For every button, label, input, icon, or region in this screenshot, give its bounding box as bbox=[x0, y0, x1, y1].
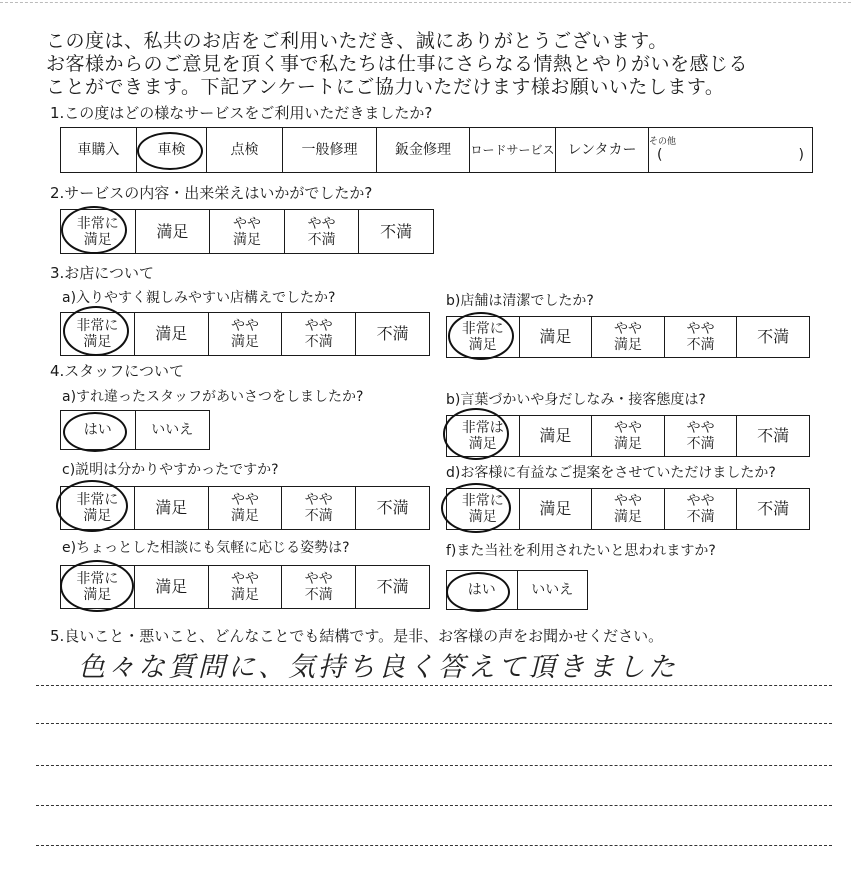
yaya-label: やや bbox=[230, 571, 259, 587]
satisfied-label: 満足 bbox=[83, 334, 112, 350]
q1-option-other[interactable] bbox=[649, 128, 813, 173]
very-label: 非常に bbox=[76, 571, 119, 587]
satisfied-label: 満足 bbox=[83, 231, 112, 248]
answer-line-3 bbox=[36, 765, 832, 766]
very-label: 非常に bbox=[76, 492, 119, 508]
satisfied-label: 満足 bbox=[468, 509, 497, 525]
q4c-scale-table bbox=[60, 486, 430, 530]
satisfied-label: 満足 bbox=[232, 231, 261, 248]
q4e-option-dissatisfied[interactable]: 不満 bbox=[356, 566, 430, 609]
answer-line-1 bbox=[36, 685, 832, 686]
very-label: 非常は bbox=[461, 420, 504, 436]
intro-text bbox=[46, 30, 836, 99]
yaya-label: やや bbox=[230, 318, 259, 334]
q1-option-general-repair[interactable]: 一般修理 bbox=[283, 128, 377, 173]
q1-options-table bbox=[60, 127, 813, 173]
q3b-option-satisfied[interactable]: 満足 bbox=[519, 317, 592, 358]
q4e-option-somewhat-satisfied[interactable] bbox=[208, 566, 282, 609]
q3a-option-somewhat-dissatisfied[interactable] bbox=[282, 313, 356, 356]
yaya-label: やや bbox=[307, 215, 336, 232]
q1-option-road-service[interactable]: ロードサービス bbox=[470, 128, 556, 173]
q4d-option-satisfied[interactable]: 満足 bbox=[519, 489, 592, 530]
very-label: 非常に bbox=[461, 493, 504, 509]
q1-option-sheet-metal[interactable]: 鈑金修理 bbox=[377, 128, 470, 173]
q4d-text: d)お客様に有益なご提案をさせていただけましたか? bbox=[446, 465, 776, 481]
q3b-option-very-satisfied[interactable] bbox=[447, 317, 520, 358]
q4b-scale-table bbox=[446, 415, 810, 457]
q1-option-car-purchase[interactable]: 車購入 bbox=[61, 128, 137, 173]
q3a-scale-table bbox=[60, 312, 430, 356]
q1-option-rental-car[interactable]: レンタカー bbox=[556, 128, 649, 173]
q4f-option-yes[interactable]: はい bbox=[447, 571, 518, 610]
q3-title: 3.お店について bbox=[50, 264, 155, 282]
satisfied-label: 満足 bbox=[468, 337, 497, 353]
intro-line-3: ことができます。下記アンケートにご協力いただけます様お願いいたします。 bbox=[46, 76, 725, 98]
yaya-label: やや bbox=[304, 492, 333, 508]
q1-other-label: その他 bbox=[649, 137, 677, 147]
q4e-option-satisfied[interactable]: 満足 bbox=[134, 566, 208, 609]
q4f-yesno-table bbox=[446, 570, 588, 610]
q4f-text: f)また当社を利用されたいと思われますか? bbox=[446, 543, 716, 559]
yaya-label: やや bbox=[304, 318, 333, 334]
q2-option-satisfied[interactable]: 満足 bbox=[135, 210, 210, 254]
q4b-option-somewhat-satisfied[interactable] bbox=[592, 416, 665, 457]
yaya-label: やや bbox=[304, 571, 333, 587]
q2-title: 2.サービスの内容・出来栄えはいかがでしたか? bbox=[50, 184, 373, 202]
yaya-label: やや bbox=[613, 321, 642, 337]
answer-line-2 bbox=[36, 723, 832, 724]
q1-other-field[interactable] bbox=[649, 147, 812, 163]
fuman-label: 不満 bbox=[304, 587, 333, 603]
yaya-label: やや bbox=[686, 321, 715, 337]
q4c-option-dissatisfied[interactable]: 不満 bbox=[356, 487, 430, 530]
fuman-label: 不満 bbox=[686, 509, 715, 525]
q5-handwritten-answer: 色々な質問に、気持ち良く答えて頂きました bbox=[78, 652, 678, 683]
yaya-label: やや bbox=[613, 493, 642, 509]
q4c-option-somewhat-dissatisfied[interactable] bbox=[282, 487, 356, 530]
q4b-option-very-satisfied[interactable] bbox=[447, 416, 520, 457]
q3b-text: b)店舗は清潔でしたか? bbox=[446, 293, 594, 309]
q4b-text: b)言葉づかいや身だしなみ・接客態度は? bbox=[446, 392, 706, 408]
intro-line-2: お客様からのご意見を頂く事で私たちは仕事にさらなる情熱とやりがいを感じる bbox=[46, 53, 749, 75]
q4e-option-somewhat-dissatisfied[interactable] bbox=[282, 566, 356, 609]
q4d-option-somewhat-satisfied[interactable] bbox=[592, 489, 665, 530]
q4b-option-somewhat-dissatisfied[interactable] bbox=[664, 416, 737, 457]
q2-option-very-satisfied[interactable] bbox=[61, 210, 136, 254]
yaya-label: やや bbox=[230, 492, 259, 508]
satisfied-label: 満足 bbox=[230, 587, 259, 603]
fuman-label: 不満 bbox=[304, 508, 333, 524]
yaya-label: やや bbox=[232, 215, 261, 232]
q3a-option-satisfied[interactable]: 満足 bbox=[134, 313, 208, 356]
satisfied-label: 満足 bbox=[613, 509, 642, 525]
q3a-text: a)入りやすく親しみやすい店構えでしたか? bbox=[62, 290, 336, 306]
satisfied-label: 満足 bbox=[613, 436, 642, 452]
q3a-option-dissatisfied[interactable]: 不満 bbox=[356, 313, 430, 356]
q4e-option-very-satisfied[interactable] bbox=[61, 566, 135, 609]
satisfied-label: 満足 bbox=[83, 587, 112, 603]
q4e-text: e)ちょっとした相談にも気軽に応じる姿勢は? bbox=[62, 540, 350, 556]
q1-other-close: ) bbox=[798, 147, 804, 163]
q4d-option-somewhat-dissatisfied[interactable] bbox=[664, 489, 737, 530]
q4a-text: a)すれ違ったスタッフがあいさつをしましたか? bbox=[62, 389, 364, 405]
q4f-option-no[interactable]: いいえ bbox=[517, 571, 588, 610]
q1-option-inspection[interactable]: 点検 bbox=[207, 128, 283, 173]
intro-line-1: この度は、私共のお店をご利用いただき、誠にありがとうございます。 bbox=[46, 30, 668, 52]
satisfied-label: 満足 bbox=[230, 334, 259, 350]
very-label: 非常に bbox=[461, 321, 504, 337]
q4a-yesno-table bbox=[60, 410, 210, 450]
q4-title: 4.スタッフについて bbox=[50, 362, 185, 380]
satisfied-label: 満足 bbox=[468, 436, 497, 452]
fuman-label: 不満 bbox=[686, 337, 715, 353]
satisfied-label: 満足 bbox=[230, 508, 259, 524]
q1-option-shaken[interactable]: 車検 bbox=[137, 128, 207, 173]
yaya-label: やや bbox=[686, 420, 715, 436]
q3a-option-somewhat-satisfied[interactable] bbox=[208, 313, 282, 356]
yaya-label: やや bbox=[686, 493, 715, 509]
very-label: 非常に bbox=[76, 318, 119, 334]
q4c-option-very-satisfied[interactable] bbox=[61, 487, 135, 530]
q4c-option-satisfied[interactable]: 満足 bbox=[134, 487, 208, 530]
q4b-option-satisfied[interactable]: 満足 bbox=[519, 416, 592, 457]
q1-title: 1.この度はどの様なサービスをご利用いただきましたか? bbox=[50, 104, 433, 122]
answer-line-5 bbox=[36, 845, 832, 846]
q3b-option-somewhat-dissatisfied[interactable] bbox=[664, 317, 737, 358]
q4d-option-dissatisfied[interactable]: 不満 bbox=[737, 489, 810, 530]
q2-option-somewhat-satisfied[interactable] bbox=[210, 210, 285, 254]
q2-scale-table bbox=[60, 209, 434, 254]
q2-option-dissatisfied[interactable]: 不満 bbox=[359, 210, 434, 254]
q4d-option-very-satisfied[interactable] bbox=[447, 489, 520, 530]
top-tear-line bbox=[0, 2, 851, 3]
fuman-label: 不満 bbox=[304, 334, 333, 350]
yaya-label: やや bbox=[613, 420, 642, 436]
q4b-option-dissatisfied[interactable]: 不満 bbox=[737, 416, 810, 457]
q4a-option-yes[interactable]: はい bbox=[61, 411, 136, 450]
fuman-label: 不満 bbox=[686, 436, 715, 452]
q4e-scale-table bbox=[60, 565, 430, 609]
fuman-label: 不満 bbox=[307, 231, 336, 248]
satisfied-label: 満足 bbox=[613, 337, 642, 353]
q1-other-open: ( bbox=[657, 147, 663, 163]
q4c-option-somewhat-satisfied[interactable] bbox=[208, 487, 282, 530]
q4c-text: c)説明は分かりやすかったですか? bbox=[62, 462, 279, 478]
very-label: 非常に bbox=[76, 215, 119, 232]
q3b-scale-table bbox=[446, 316, 810, 358]
q3b-option-somewhat-satisfied[interactable] bbox=[592, 317, 665, 358]
q3b-option-dissatisfied[interactable]: 不満 bbox=[737, 317, 810, 358]
q4d-scale-table bbox=[446, 488, 810, 530]
satisfied-label: 満足 bbox=[83, 508, 112, 524]
answer-line-4 bbox=[36, 805, 832, 806]
q2-option-somewhat-dissatisfied[interactable] bbox=[284, 210, 359, 254]
q3a-option-very-satisfied[interactable] bbox=[61, 313, 135, 356]
q4a-option-no[interactable]: いいえ bbox=[135, 411, 210, 450]
q5-title: 5.良いこと・悪いこと、どんなことでも結構です。是非、お客様の声をお聞かせください。 bbox=[50, 627, 664, 645]
